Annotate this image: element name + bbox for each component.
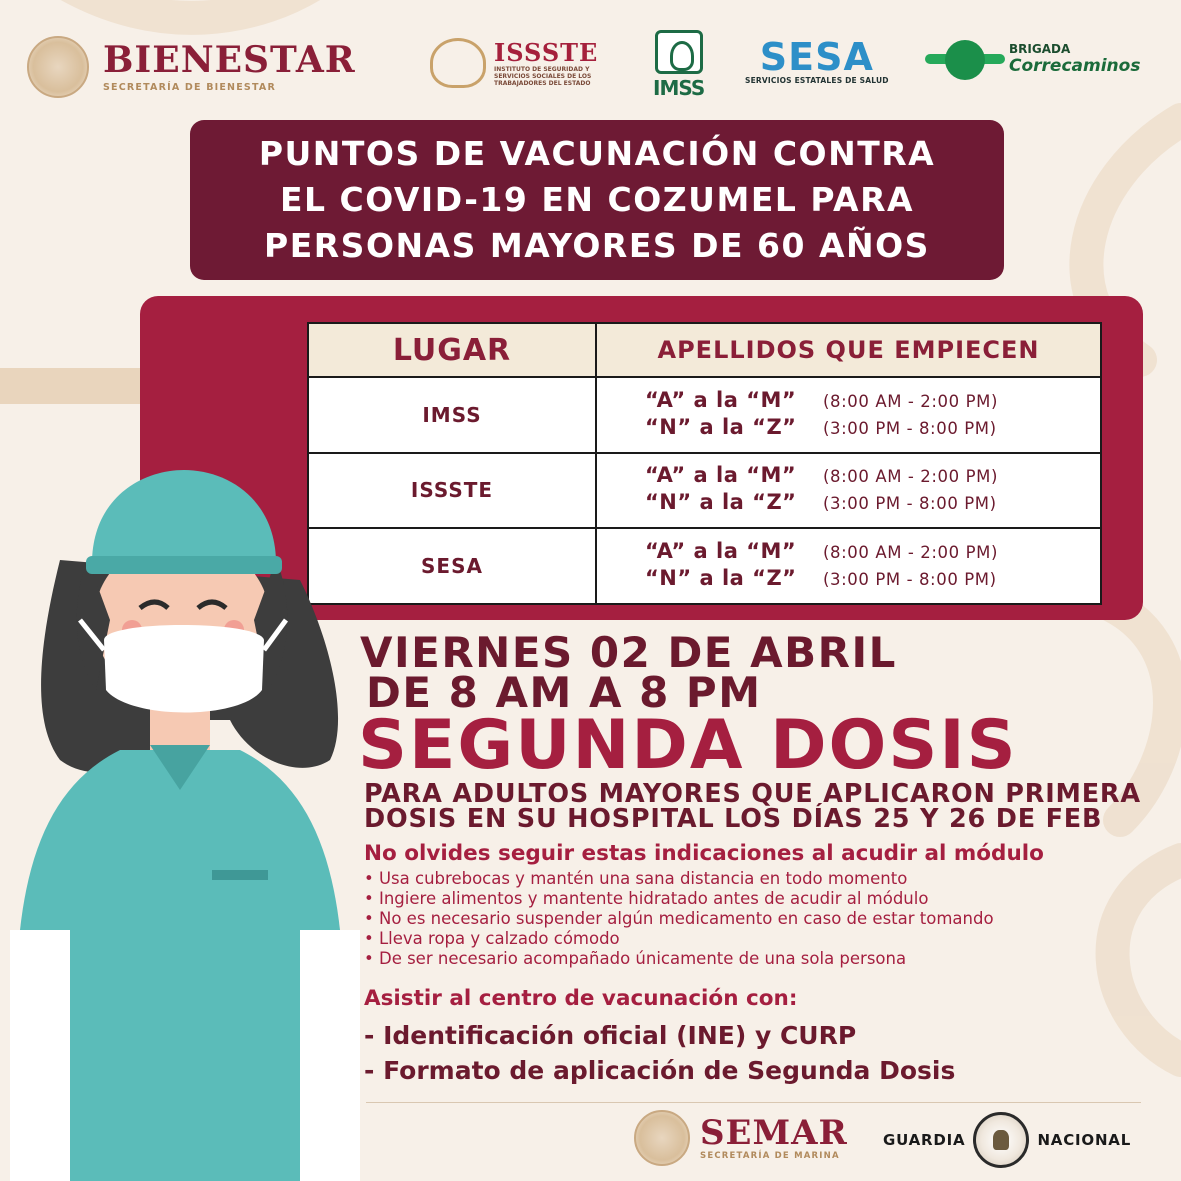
sesa-logo bbox=[745, 35, 889, 85]
title-banner bbox=[190, 120, 1004, 280]
hours-text: DE 8 AM A 8 PM bbox=[366, 668, 762, 717]
time-label: (3:00 PM - 8:00 PM) bbox=[823, 494, 997, 514]
title-line-2: EL COVID-19 EN COZUMEL PARA bbox=[279, 180, 915, 219]
nacional-word: NACIONAL bbox=[1037, 1131, 1132, 1149]
range-label: “A” a la “M” bbox=[645, 463, 797, 488]
time-label: (8:00 AM - 2:00 PM) bbox=[823, 543, 999, 563]
table-row bbox=[308, 453, 1101, 529]
time-label: (8:00 AM - 2:00 PM) bbox=[823, 391, 999, 411]
range-label: “N” a la “Z” bbox=[645, 414, 797, 439]
table-row bbox=[308, 377, 1101, 453]
semar-logo bbox=[634, 1110, 848, 1166]
brigada-line1: BRIGADA bbox=[1009, 42, 1071, 56]
bienestar-subtitle: SECRETARÍA DE BIENESTAR bbox=[103, 82, 276, 93]
bienestar-title: BIENESTAR bbox=[103, 39, 356, 81]
place-cell: ISSSTE bbox=[308, 453, 596, 529]
time-label: (3:00 PM - 8:00 PM) bbox=[823, 570, 997, 590]
issste-subtitle: INSTITUTO DE SEGURIDAD Y SERVICIOS SOCIALES DE LOS TRABAJADORES DEL ESTADO bbox=[494, 65, 592, 87]
nurse-illustration bbox=[0, 470, 380, 1181]
list-item: • Ingiere alimentos y mantente hidratado antes de acudir al módulo bbox=[364, 889, 994, 909]
issste-emblem-icon bbox=[430, 38, 486, 88]
place-cell: IMSS bbox=[308, 377, 596, 453]
sesa-title: SESA bbox=[759, 35, 874, 79]
tips-list bbox=[364, 869, 994, 969]
attend-heading: Asistir al centro de vacunación con: bbox=[364, 986, 798, 1011]
dose-subtitle-line-2: DOSIS EN SU HOSPITAL LOS DÍAS 25 Y 26 DE FEB bbox=[364, 804, 1103, 834]
reminder-heading: No olvides seguir estas indicaciones al acudir al módulo bbox=[364, 841, 1044, 866]
requirements-list bbox=[364, 1018, 955, 1088]
issste-title: ISSSTE bbox=[494, 37, 599, 67]
time-label: (8:00 AM - 2:00 PM) bbox=[823, 467, 999, 487]
title-line-1: PUNTOS DE VACUNACIÓN CONTRA bbox=[258, 134, 936, 173]
ranges-cell bbox=[596, 528, 1101, 604]
range-label: “N” a la “Z” bbox=[645, 566, 797, 591]
date-text: VIERNES 02 DE ABRIL bbox=[360, 628, 897, 677]
mexico-seal-icon bbox=[634, 1110, 690, 1166]
decorative-band bbox=[0, 368, 150, 404]
semar-title: SEMAR bbox=[700, 1113, 848, 1153]
guardia-word: GUARDIA bbox=[883, 1131, 966, 1149]
table-row bbox=[308, 528, 1101, 604]
list-item: • Usa cubrebocas y mantén una sana distancia en todo momento bbox=[364, 869, 994, 889]
semar-subtitle: SECRETARÍA DE MARINA bbox=[700, 1151, 840, 1161]
schedule-table bbox=[307, 322, 1102, 605]
header-place: LUGAR bbox=[308, 323, 596, 377]
range-label: “N” a la “Z” bbox=[645, 490, 797, 515]
range-label: “A” a la “M” bbox=[645, 387, 797, 412]
header-surnames: APELLIDOS QUE EMPIECEN bbox=[596, 323, 1101, 377]
imss-logo bbox=[653, 30, 704, 100]
brigada-emblem-icon bbox=[925, 38, 1005, 80]
brigada-line2: Correcaminos bbox=[1009, 56, 1141, 76]
ranges-cell bbox=[596, 377, 1101, 453]
imss-emblem-icon bbox=[655, 30, 703, 74]
range-label: “A” a la “M” bbox=[645, 539, 797, 564]
bienestar-logo bbox=[27, 36, 356, 98]
guardia-nacional-logo bbox=[883, 1112, 1131, 1168]
list-item: • No es necesario suspender algún medicamento en caso de estar tomando bbox=[364, 909, 994, 929]
dose-title: SEGUNDA DOSIS bbox=[358, 706, 1018, 785]
mexico-seal-icon bbox=[27, 36, 89, 98]
imss-title: IMSS bbox=[653, 76, 705, 100]
dose-subtitle-line-1: PARA ADULTOS MAYORES QUE APLICARON PRIMERA bbox=[364, 779, 1141, 809]
list-item: - Identificación oficial (INE) y CURP bbox=[364, 1018, 955, 1053]
guardia-seal-icon bbox=[973, 1112, 1029, 1168]
list-item: - Formato de aplicación de Segunda Dosis bbox=[364, 1053, 955, 1088]
brigada-logo bbox=[925, 38, 1140, 80]
title-line-3: PERSONAS MAYORES DE 60 AÑOS bbox=[264, 226, 930, 265]
footer-divider bbox=[366, 1102, 1141, 1103]
issste-logo bbox=[430, 38, 606, 88]
place-cell: SESA bbox=[308, 528, 596, 604]
list-item: • Lleva ropa y calzado cómodo bbox=[364, 929, 994, 949]
header-logos bbox=[25, 30, 1156, 110]
ranges-cell bbox=[596, 453, 1101, 529]
list-item: • De ser necesario acompañado únicamente de una sola persona bbox=[364, 949, 994, 969]
time-label: (3:00 PM - 8:00 PM) bbox=[823, 418, 997, 438]
sesa-subtitle: SERVICIOS ESTATALES DE SALUD bbox=[745, 76, 889, 85]
